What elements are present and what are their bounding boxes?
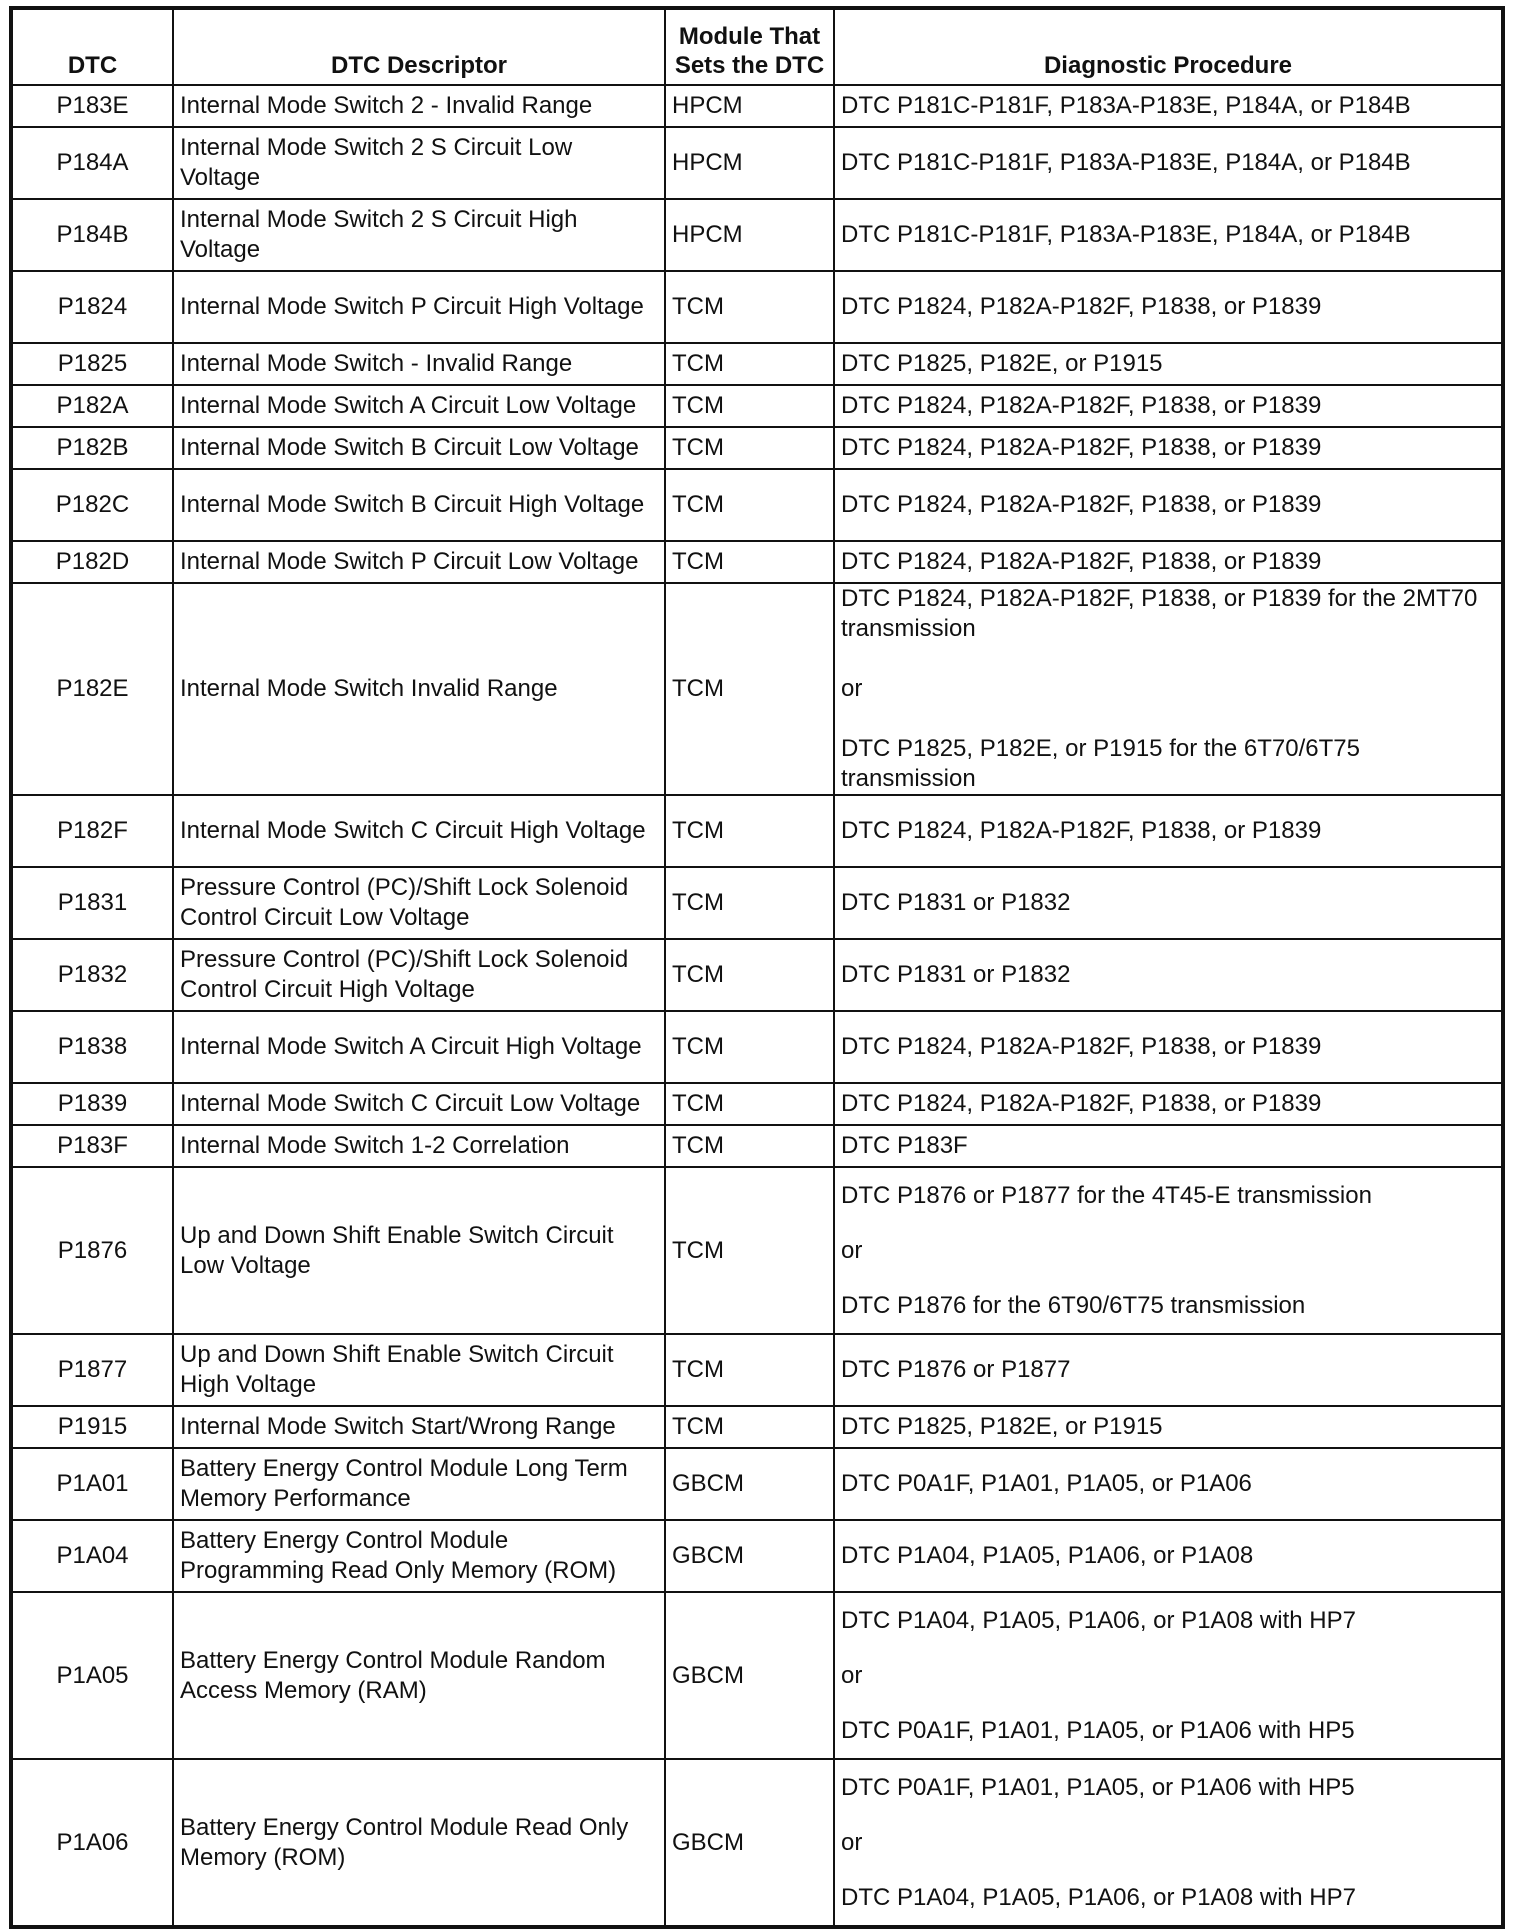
table-row	[11, 1520, 1503, 1592]
procedure-text: DTC P1824, P182A-P182F, P1838, or P1839	[841, 548, 1322, 575]
dtc-module: GBCM	[665, 1448, 834, 1520]
table-row	[11, 343, 1503, 385]
header-dtc: DTC	[11, 8, 173, 85]
table-row	[11, 1011, 1503, 1083]
dtc-code: P1838	[11, 1011, 173, 1083]
dtc-module: TCM	[665, 939, 834, 1011]
dtc-code: P1A06	[11, 1759, 173, 1927]
dtc-descriptor: Internal Mode Switch - Invalid Range	[173, 343, 665, 385]
dtc-descriptor: Internal Mode Switch 2 S Circuit High Voltage	[173, 199, 665, 271]
dtc-procedure	[834, 583, 1503, 795]
dtc-module: TCM	[665, 1011, 834, 1083]
dtc-code: P182B	[11, 427, 173, 469]
dtc-code: P1A05	[11, 1592, 173, 1759]
dtc-procedure	[834, 1448, 1503, 1520]
dtc-descriptor: Internal Mode Switch 1-2 Correlation	[173, 1125, 665, 1167]
dtc-module: TCM	[665, 867, 834, 939]
dtc-code: P182F	[11, 795, 173, 867]
procedure-text: DTC P1824, P182A-P182F, P1838, or P1839	[841, 293, 1322, 320]
dtc-module: HPCM	[665, 127, 834, 199]
dtc-code: P1824	[11, 271, 173, 343]
dtc-code: P1832	[11, 939, 173, 1011]
procedure-text: DTC P1A04, P1A05, P1A06, or P1A08 with HP7 or DTC P0A1F, P1A01, P1A05, or P1A06 with HP5	[841, 1607, 1356, 1744]
procedure-text: DTC P1876 or P1877	[841, 1356, 1071, 1383]
dtc-code: P183F	[11, 1125, 173, 1167]
dtc-procedure	[834, 1406, 1503, 1448]
dtc-descriptor: Battery Energy Control Module Programming Read Only Memory (ROM)	[173, 1520, 665, 1592]
dtc-code: P182E	[11, 583, 173, 795]
dtc-procedure	[834, 867, 1503, 939]
procedure-text: DTC P1831 or P1832	[841, 889, 1071, 916]
dtc-module: TCM	[665, 1083, 834, 1125]
dtc-procedure	[834, 1334, 1503, 1406]
procedure-text: DTC P181C-P181F, P183A-P183E, P184A, or P184B	[841, 221, 1411, 248]
table-row	[11, 427, 1503, 469]
dtc-procedure	[834, 427, 1503, 469]
dtc-module: TCM	[665, 795, 834, 867]
dtc-descriptor: Internal Mode Switch Invalid Range	[173, 583, 665, 795]
procedure-text: DTC P0A1F, P1A01, P1A05, or P1A06	[841, 1470, 1252, 1497]
table-row	[11, 271, 1503, 343]
dtc-descriptor: Internal Mode Switch 2 - Invalid Range	[173, 85, 665, 127]
dtc-code: P1831	[11, 867, 173, 939]
table-row	[11, 1125, 1503, 1167]
procedure-text: DTC P181C-P181F, P183A-P183E, P184A, or P184B	[841, 92, 1411, 119]
dtc-procedure	[834, 795, 1503, 867]
dtc-module: GBCM	[665, 1520, 834, 1592]
header-procedure: Diagnostic Procedure	[834, 8, 1503, 85]
table-row	[11, 199, 1503, 271]
dtc-procedure	[834, 85, 1503, 127]
dtc-descriptor: Internal Mode Switch C Circuit Low Voltage	[173, 1083, 665, 1125]
procedure-text: DTC P1825, P182E, or P1915	[841, 350, 1163, 377]
dtc-module: TCM	[665, 1406, 834, 1448]
procedure-text: DTC P1824, P182A-P182F, P1838, or P1839	[841, 817, 1322, 844]
procedure-text: DTC P1825, P182E, or P1915	[841, 1413, 1163, 1440]
dtc-code: P1877	[11, 1334, 173, 1406]
table-row	[11, 469, 1503, 541]
dtc-module: TCM	[665, 271, 834, 343]
table-row	[11, 1759, 1503, 1927]
table-row	[11, 1083, 1503, 1125]
dtc-procedure	[834, 385, 1503, 427]
table-row	[11, 583, 1503, 795]
dtc-procedure	[834, 469, 1503, 541]
dtc-code: P1A01	[11, 1448, 173, 1520]
table-row	[11, 939, 1503, 1011]
dtc-descriptor: Internal Mode Switch Start/Wrong Range	[173, 1406, 665, 1448]
table-row	[11, 1167, 1503, 1334]
dtc-module: TCM	[665, 541, 834, 583]
dtc-code: P184A	[11, 127, 173, 199]
procedure-text: DTC P1A04, P1A05, P1A06, or P1A08	[841, 1542, 1254, 1569]
dtc-code: P184B	[11, 199, 173, 271]
dtc-procedure	[834, 1592, 1503, 1759]
dtc-module: HPCM	[665, 199, 834, 271]
procedure-text: DTC P0A1F, P1A01, P1A05, or P1A06 with HP5 or DTC P1A04, P1A05, P1A06, or P1A08 with HP7	[841, 1774, 1356, 1911]
dtc-code: P1A04	[11, 1520, 173, 1592]
dtc-descriptor: Internal Mode Switch A Circuit High Voltage	[173, 1011, 665, 1083]
dtc-descriptor: Internal Mode Switch 2 S Circuit Low Voltage	[173, 127, 665, 199]
procedure-text: DTC P1824, P182A-P182F, P1838, or P1839	[841, 434, 1322, 461]
dtc-procedure	[834, 271, 1503, 343]
table-row	[11, 867, 1503, 939]
dtc-descriptor: Internal Mode Switch B Circuit Low Voltage	[173, 427, 665, 469]
procedure-text: DTC P1831 or P1832	[841, 961, 1071, 988]
dtc-procedure	[834, 1125, 1503, 1167]
dtc-module: HPCM	[665, 85, 834, 127]
table-row	[11, 1592, 1503, 1759]
dtc-descriptor: Internal Mode Switch A Circuit Low Voltage	[173, 385, 665, 427]
table-row	[11, 541, 1503, 583]
dtc-module: GBCM	[665, 1592, 834, 1759]
header-row	[11, 8, 1503, 85]
dtc-descriptor: Pressure Control (PC)/Shift Lock Solenoid Control Circuit High Voltage	[173, 939, 665, 1011]
table-row	[11, 385, 1503, 427]
dtc-descriptor: Internal Mode Switch P Circuit High Voltage	[173, 271, 665, 343]
table-row	[11, 1334, 1503, 1406]
dtc-module: TCM	[665, 1125, 834, 1167]
dtc-procedure	[834, 127, 1503, 199]
procedure-text: DTC P1824, P182A-P182F, P1838, or P1839	[841, 1090, 1322, 1117]
dtc-procedure	[834, 1011, 1503, 1083]
procedure-text: DTC P1824, P182A-P182F, P1838, or P1839	[841, 392, 1322, 419]
dtc-code: P182D	[11, 541, 173, 583]
dtc-descriptor: Battery Energy Control Module Long Term Memory Performance	[173, 1448, 665, 1520]
table-row	[11, 1406, 1503, 1448]
header-module	[665, 8, 834, 85]
dtc-descriptor: Internal Mode Switch C Circuit High Voltage	[173, 795, 665, 867]
dtc-descriptor: Battery Energy Control Module Random Access Memory (RAM)	[173, 1592, 665, 1759]
dtc-module: TCM	[665, 427, 834, 469]
procedure-text: DTC P1824, P182A-P182F, P1838, or P1839	[841, 491, 1322, 518]
header-descriptor: DTC Descriptor	[173, 8, 665, 85]
table-row	[11, 795, 1503, 867]
dtc-module: TCM	[665, 583, 834, 795]
dtc-module: TCM	[665, 1167, 834, 1334]
dtc-procedure	[834, 199, 1503, 271]
dtc-descriptor: Battery Energy Control Module Read Only Memory (ROM)	[173, 1759, 665, 1927]
dtc-module: TCM	[665, 385, 834, 427]
header-module-text: Module That Sets the DTC	[674, 23, 825, 79]
dtc-procedure	[834, 939, 1503, 1011]
dtc-code: P183E	[11, 85, 173, 127]
dtc-procedure	[834, 343, 1503, 385]
table-row	[11, 127, 1503, 199]
dtc-procedure	[834, 1759, 1503, 1927]
dtc-code: P182A	[11, 385, 173, 427]
dtc-procedure	[834, 1520, 1503, 1592]
procedure-text: DTC P1876 or P1877 for the 4T45-E transmission or DTC P1876 for the 6T90/6T75 transmission	[841, 1182, 1372, 1319]
dtc-code: P1825	[11, 343, 173, 385]
procedure-text: DTC P181C-P181F, P183A-P183E, P184A, or P184B	[841, 149, 1411, 176]
dtc-module: TCM	[665, 343, 834, 385]
dtc-descriptor: Pressure Control (PC)/Shift Lock Solenoid Control Circuit Low Voltage	[173, 867, 665, 939]
table-row	[11, 1448, 1503, 1520]
dtc-descriptor: Up and Down Shift Enable Switch Circuit High Voltage	[173, 1334, 665, 1406]
dtc-procedure	[834, 541, 1503, 583]
dtc-module: TCM	[665, 469, 834, 541]
dtc-table	[9, 6, 1505, 1929]
table-row	[11, 85, 1503, 127]
dtc-module: TCM	[665, 1334, 834, 1406]
procedure-text: DTC P1824, P182A-P182F, P1838, or P1839	[841, 1033, 1322, 1060]
dtc-code: P1839	[11, 1083, 173, 1125]
dtc-code: P1876	[11, 1167, 173, 1334]
dtc-descriptor: Up and Down Shift Enable Switch Circuit Low Voltage	[173, 1167, 665, 1334]
dtc-descriptor: Internal Mode Switch B Circuit High Voltage	[173, 469, 665, 541]
procedure-text: DTC P1824, P182A-P182F, P1838, or P1839 for the 2MT70 transmission or DTC P1825, P182E, or P1915 for the 6T70/6T75 transmission	[841, 585, 1478, 792]
dtc-code: P182C	[11, 469, 173, 541]
dtc-descriptor: Internal Mode Switch P Circuit Low Voltage	[173, 541, 665, 583]
dtc-code: P1915	[11, 1406, 173, 1448]
procedure-text: DTC P183F	[841, 1132, 968, 1159]
dtc-procedure	[834, 1167, 1503, 1334]
dtc-module: GBCM	[665, 1759, 834, 1927]
dtc-procedure	[834, 1083, 1503, 1125]
